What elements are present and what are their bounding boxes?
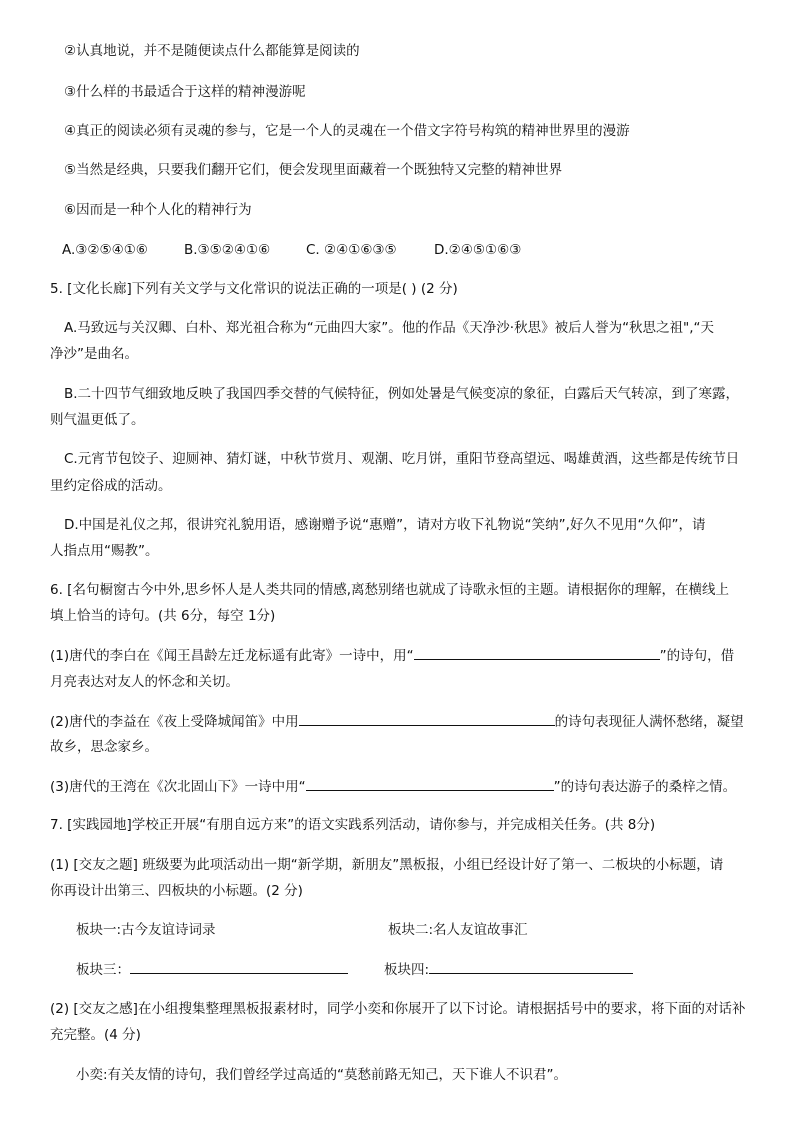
q7-stem: 7. [实践园地]学校正开展“有朋自远方来”的语文实践系列活动，请你参与，并完成相关任务。(共 8分)	[50, 817, 656, 833]
q6-item1-blank[interactable]	[414, 645, 660, 660]
q4-choice-a: A.③②⑤④①⑥	[62, 242, 148, 258]
q4-choice-c: C. ②④①⑥③⑤	[306, 242, 397, 258]
q7-sub2-line2: 充完整。(4 分)	[50, 1027, 141, 1043]
dialog-line-1: 小奕:有关友情的诗句，我们曾经学过高适的“莫愁前路无知己，天下谁人不识君”。	[76, 1067, 568, 1083]
q6-item2-blank[interactable]	[299, 711, 555, 726]
q5-option-c-line1: C.元宵节包饺子、迎厕神、猜灯谜，中秋节赏月、观潮、吃月饼，重阳节登高望远、喝雄黄酒，这些都是传统节日	[64, 451, 740, 467]
q7-sub1-line2: 你再设计出第三、四板块的小标题。(2 分)	[50, 883, 303, 899]
q5-option-c-line2: 里约定俗成的活动。	[50, 478, 172, 494]
q4-sentence-6: ⑥因而是一种个人化的精神行为	[64, 202, 252, 218]
q5-stem: 5. [文化长廊]下列有关文学与文化常识的说法正确的一项是( ) (2 分)	[50, 281, 458, 297]
q5-option-a-line1: A.马致远与关汉卿、白朴、郑光祖合称为“元曲四大家”。他的作品《天净沙·秋思》被后人誉为“秋思之祖",“天	[64, 320, 715, 336]
q6-item3-line1	[50, 776, 736, 797]
q5-option-b-line1: B.二十四节气细致地反映了我国四季交替的气候特征，例如处暑是气候变凉的象征，白露后天气转凉，到了寒露，	[64, 386, 740, 402]
q6-item2-line2: 故乡，思念家乡。	[50, 739, 158, 755]
q6-item3-prefix: (3)唐代的王湾在《次北固山下》一诗中用“	[50, 779, 306, 795]
q5-option-d-line2: 人指点用“赐教”。	[50, 543, 159, 559]
q4-choice-b: B.③⑤②④①⑥	[184, 242, 271, 258]
q4-sentence-2: ②认真地说，并不是随便读点什么都能算是阅读的	[64, 43, 360, 59]
q6-item1-suffix: ”的诗句，借	[659, 648, 735, 664]
q6-item1-line2: 月亮表达对友人的怀念和关切。	[50, 674, 239, 690]
q6-stem-line1: 6. [名句橱窗古今中外,思乡怀人是人类共同的情感,离愁别绪也就成了诗歌永恒的主题。请根据你的理解，在横线上	[50, 582, 730, 598]
q6-item2-suffix: 的诗句表现征人满怀愁绪，凝望	[554, 714, 744, 730]
q5-option-a-line2: 净沙”是曲名。	[50, 346, 138, 362]
board-4-row	[384, 959, 633, 980]
q4-sentence-3: ③什么样的书最适合于这样的精神漫游呢	[64, 84, 306, 100]
board-1-label: 板块一:古今友谊诗词录	[76, 922, 216, 938]
q6-item1-line1	[50, 645, 734, 666]
q6-item1-prefix: (1)唐代的李白在《闻王昌龄左迁龙标遥有此寄》一诗中，用“	[50, 648, 414, 664]
q6-item3-blank[interactable]	[306, 776, 554, 791]
q5-option-b-line2: 则气温更低了。	[50, 412, 145, 428]
q6-item2-prefix: (2)唐代的李益在《夜上受降城闻笛》中用	[50, 714, 299, 730]
board-2-label: 板块二:名人友谊故事汇	[388, 922, 528, 938]
q6-item2-line1	[50, 711, 744, 732]
q5-option-d-line1: D.中国是礼仪之邦，很讲究礼貌用语，感谢赠予说“惠赠”，请对方收下礼物说“笑纳”,好久不见用“久仰”，请	[64, 517, 706, 533]
board-3-blank[interactable]	[130, 959, 348, 974]
q7-sub2-line1: (2) [交友之感]在小组搜集整理黑板报素材时，同学小奕和你展开了以下讨论。请根据括号中的要求，将下面的对话补	[50, 1001, 746, 1017]
board-3-row	[76, 959, 348, 980]
q4-sentence-5: ⑤当然是经典，只要我们翻开它们，便会发现里面藏着一个既独特又完整的精神世界	[64, 162, 563, 178]
q4-sentence-4: ④真正的阅读必须有灵魂的参与，它是一个人的灵魂在一个借文字符号构筑的精神世界里的漫游	[64, 123, 630, 139]
q6-item3-suffix: ”的诗句表达游子的桑梓之情。	[553, 779, 737, 795]
q7-sub1-line1: (1) [交友之题] 班级要为此项活动出一期“新学期，新朋友”黑板报，小组已经设计好了第一、二板块的小标题，请	[50, 857, 724, 873]
board-3-label: 板块三：	[76, 962, 130, 978]
q4-choices	[62, 240, 521, 260]
q6-stem-line2: 填上恰当的诗句。(共 6分，每空 1分)	[50, 608, 276, 624]
q4-choice-d: D.②④⑤①⑥③	[434, 242, 522, 258]
board-4-label: 板块四:	[384, 962, 430, 978]
board-4-blank[interactable]	[429, 959, 633, 974]
